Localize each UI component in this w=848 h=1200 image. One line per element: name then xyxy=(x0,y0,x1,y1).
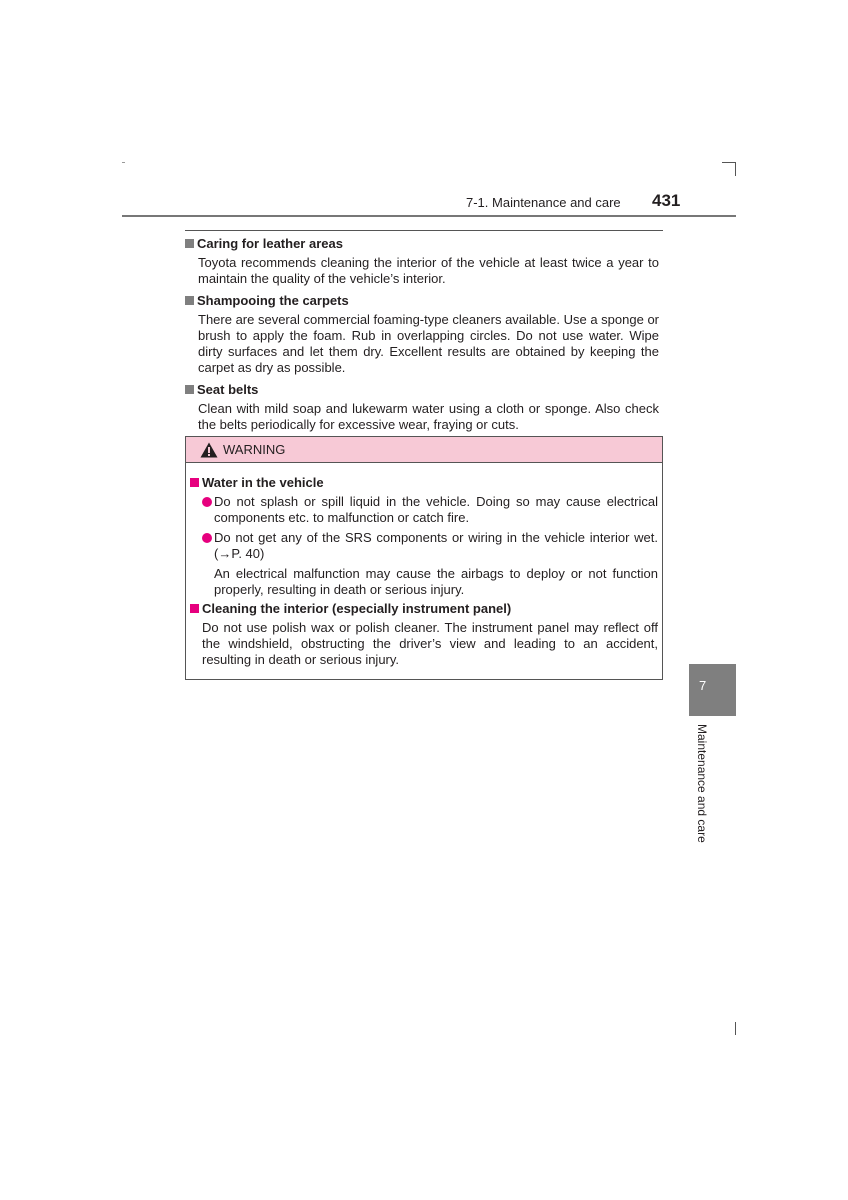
section-title-leather: Caring for leather areas xyxy=(197,236,343,251)
square-bullet-icon xyxy=(185,296,194,305)
crop-mark-bottom-right xyxy=(735,1022,736,1035)
square-bullet-icon xyxy=(190,478,199,487)
round-bullet-icon xyxy=(202,533,212,543)
square-bullet-icon xyxy=(185,385,194,394)
content-rule xyxy=(185,230,663,231)
header-rule xyxy=(122,215,736,217)
warning-header xyxy=(186,437,662,463)
section-title-seat-belts: Seat belts xyxy=(197,382,259,397)
chapter-side-label: Maintenance and care xyxy=(695,724,709,843)
warning-body-cleaning: Do not use polish wax or polish cleaner. The instrument panel may reflect off the windshield, obstructing the driver’s view and leading to an accident, resulting in death or serious injury. xyxy=(202,620,658,667)
section-body-leather: Toyota recommends cleaning the interior of the vehicle at least twice a year to maintain the quality of the vehicle’s interior. xyxy=(198,255,659,286)
section-heading xyxy=(185,293,659,309)
warning-title-cleaning: Cleaning the interior (especially instrument panel) xyxy=(202,601,512,616)
section-heading xyxy=(185,236,659,252)
warning-bullet-text: Do not get any of the SRS components or wiring in the vehicle interior wet. (→P. 40) xyxy=(214,530,658,561)
square-bullet-icon xyxy=(185,239,194,248)
warning-box xyxy=(185,436,663,680)
warning-bullet xyxy=(190,530,658,562)
warning-note: An electrical malfunction may cause the airbags to deploy or not function properly, resulting in death or serious injury. xyxy=(214,566,658,597)
section-title-carpets: Shampooing the carpets xyxy=(197,293,349,308)
crop-mark-top-right-h xyxy=(722,162,736,163)
page-number: 431 xyxy=(652,191,681,210)
round-bullet-icon xyxy=(202,497,212,507)
main-content xyxy=(185,236,659,439)
header-section-title: 7-1. Maintenance and care xyxy=(466,195,621,210)
section-heading xyxy=(185,382,659,398)
crop-mark-top-right-v xyxy=(735,162,736,176)
crop-mark-top-left xyxy=(122,162,125,163)
warning-item-heading xyxy=(190,601,658,617)
section-body-seat-belts: Clean with mild soap and lukewarm water using a cloth or sponge. Also check the belts periodically for excessive wear, fraying or cuts. xyxy=(198,401,659,432)
warning-bullet xyxy=(190,494,658,526)
square-bullet-icon xyxy=(190,604,199,613)
chapter-tab xyxy=(689,664,736,716)
chapter-number: 7 xyxy=(699,678,707,693)
warning-item-heading xyxy=(190,475,658,491)
warning-body xyxy=(186,463,662,668)
warning-title-water: Water in the vehicle xyxy=(202,475,324,490)
warning-label: WARNING xyxy=(223,442,286,457)
warning-triangle-icon xyxy=(200,442,218,458)
warning-bullet-text: Do not splash or spill liquid in the vehicle. Doing so may cause electrical components etc. to malfunction or catch fire. xyxy=(214,494,658,525)
section-body-carpets: There are several commercial foaming-type cleaners available. Use a sponge or brush to apply the foam. Rub in overlapping circles. Do not use water. Wipe dirty surfaces and let them dry. Excellent results are obtained by keeping the carpet as dry as possible. xyxy=(198,312,659,375)
